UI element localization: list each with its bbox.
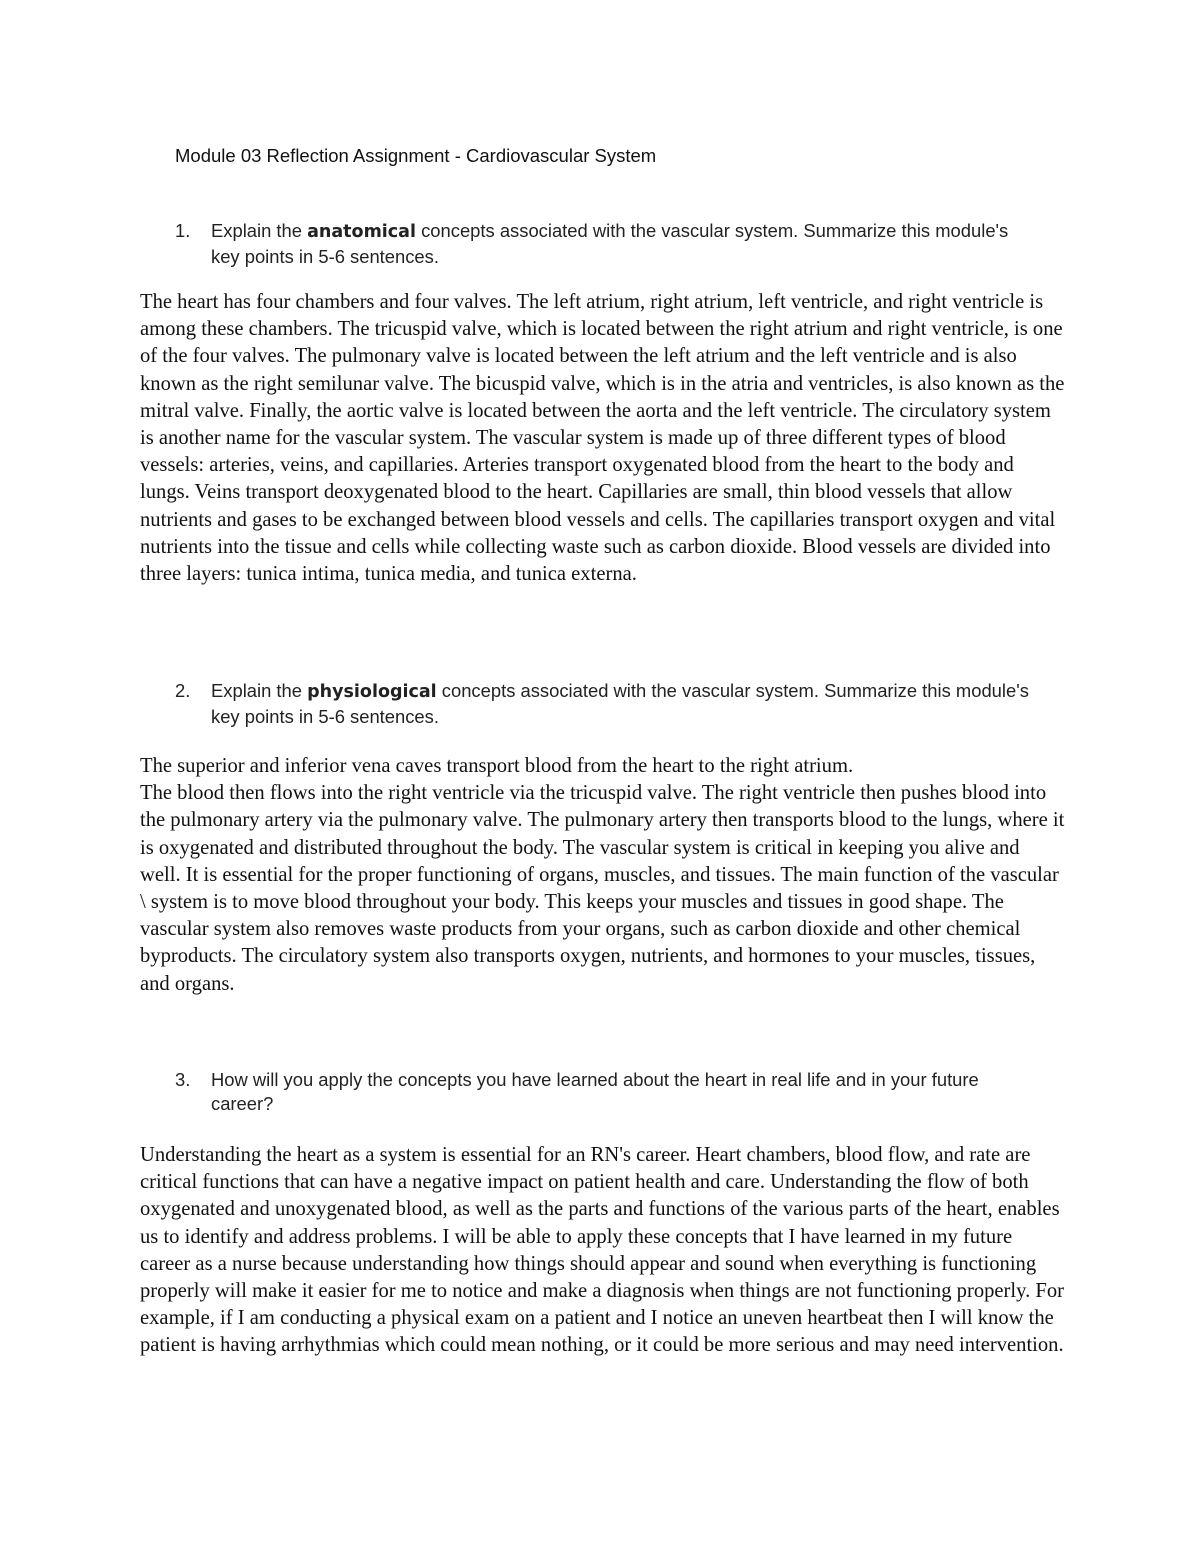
question-number: 3.: [175, 1069, 191, 1090]
answer-body: The blood then flows into the right ventricle via the tricuspid valve. The right ventricle then pushes blood into the pulmonary artery via the pulmonary valve. The pulmonary artery then transports blood to the lungs, where it is oxygenated and distributed throughout the body. The vascular system is critical in keeping you alive and well. It is essential for the proper functioning of organs, muscles, and tissues. The main function of the vascular \ system is to move blood throughout your body. This keeps your muscles and tissues in good shape. The vascular system also removes waste products from your organs, such as carbon dioxide and other chemical byproducts. The circulatory system also transports oxygen, nutrients, and hormones to your muscles, tissues, and organs.: [140, 782, 1065, 995]
answer-3: Understanding the heart as a system is essential for an RN's career. Heart chambers, blood flow, and rate are critical functions that can have a negative impact on patient health and care. Understanding the flow of both oxygenated and unoxygenated blood, as well as the parts and functions of the various parts of the heart, enables us to identify and address problems. I will be able to apply these concepts that I have learned in my future career as a nurse because understanding how things should appear and sound when everything is functioning properly will make it easier for me to notice and make a diagnosis when things are not functioning properly. For example, if I am conducting a physical exam on a patient and I notice an uneven heartbeat then I will know the patient is having arrhythmias which could mean nothing, or it could be more serious and may need intervention.: [140, 1144, 1064, 1357]
question-number: 2.: [175, 680, 191, 701]
question-number: 1.: [175, 220, 191, 241]
question-2: [175, 679, 1035, 728]
answer-first-line: The superior and inferior vena caves transport blood from the heart to the right atrium.: [140, 755, 854, 777]
question-prefix: Explain the: [211, 680, 308, 701]
question-text: [211, 679, 1035, 728]
question-prefix: Explain the: [211, 220, 308, 241]
answer-1: The heart has four chambers and four valves. The left atrium, right atrium, left ventricle, and right ventricle is among these chambers. The tricuspid valve, which is located between the right atrium and right ventricle, is one of the four valves. The pulmonary valve is located between the left atrium and the left ventricle and is also known as the right semilunar valve. The bicuspid valve, which is in the atria and ventricles, is also known as the mitral valve. Finally, the aortic valve is located between the aorta and the left ventricle. The circulatory system is another name for the vascular system. The vascular system is made up of three different types of blood vessels: arteries, veins, and capillaries. Arteries transport oxygenated blood from the heart to the body and lungs. Veins transport deoxygenated blood to the heart. Capillaries are small, thin blood vessels that allow nutrients and gases to be exchanged between blood vessels and cells. The capillaries transport oxygen and vital nutrients into the tissue and cells while collecting waste such as carbon dioxide. Blood vessels are divided into three layers: tunica intima, tunica media, and tunica externa.: [140, 291, 1065, 586]
answer-2: [140, 753, 1065, 998]
question-text: [211, 219, 1035, 268]
question-3: [175, 1068, 1035, 1115]
document-title: Module 03 Reflection Assignment - Cardiovascular System: [175, 145, 657, 166]
question-suffix: concepts associated with the vascular system. Summarize this module's key points in 5-6 sentences.: [211, 220, 1009, 267]
question-keyword: anatomical: [307, 222, 416, 242]
question-suffix: concepts associated with the vascular system. Summarize this module's key points in 5-6 sentences.: [211, 680, 1029, 727]
question-1: [175, 219, 1035, 268]
question-keyword: physiological: [307, 682, 437, 702]
question-text: How will you apply the concepts you have learned about the heart in real life and in your future career?: [211, 1069, 979, 1114]
